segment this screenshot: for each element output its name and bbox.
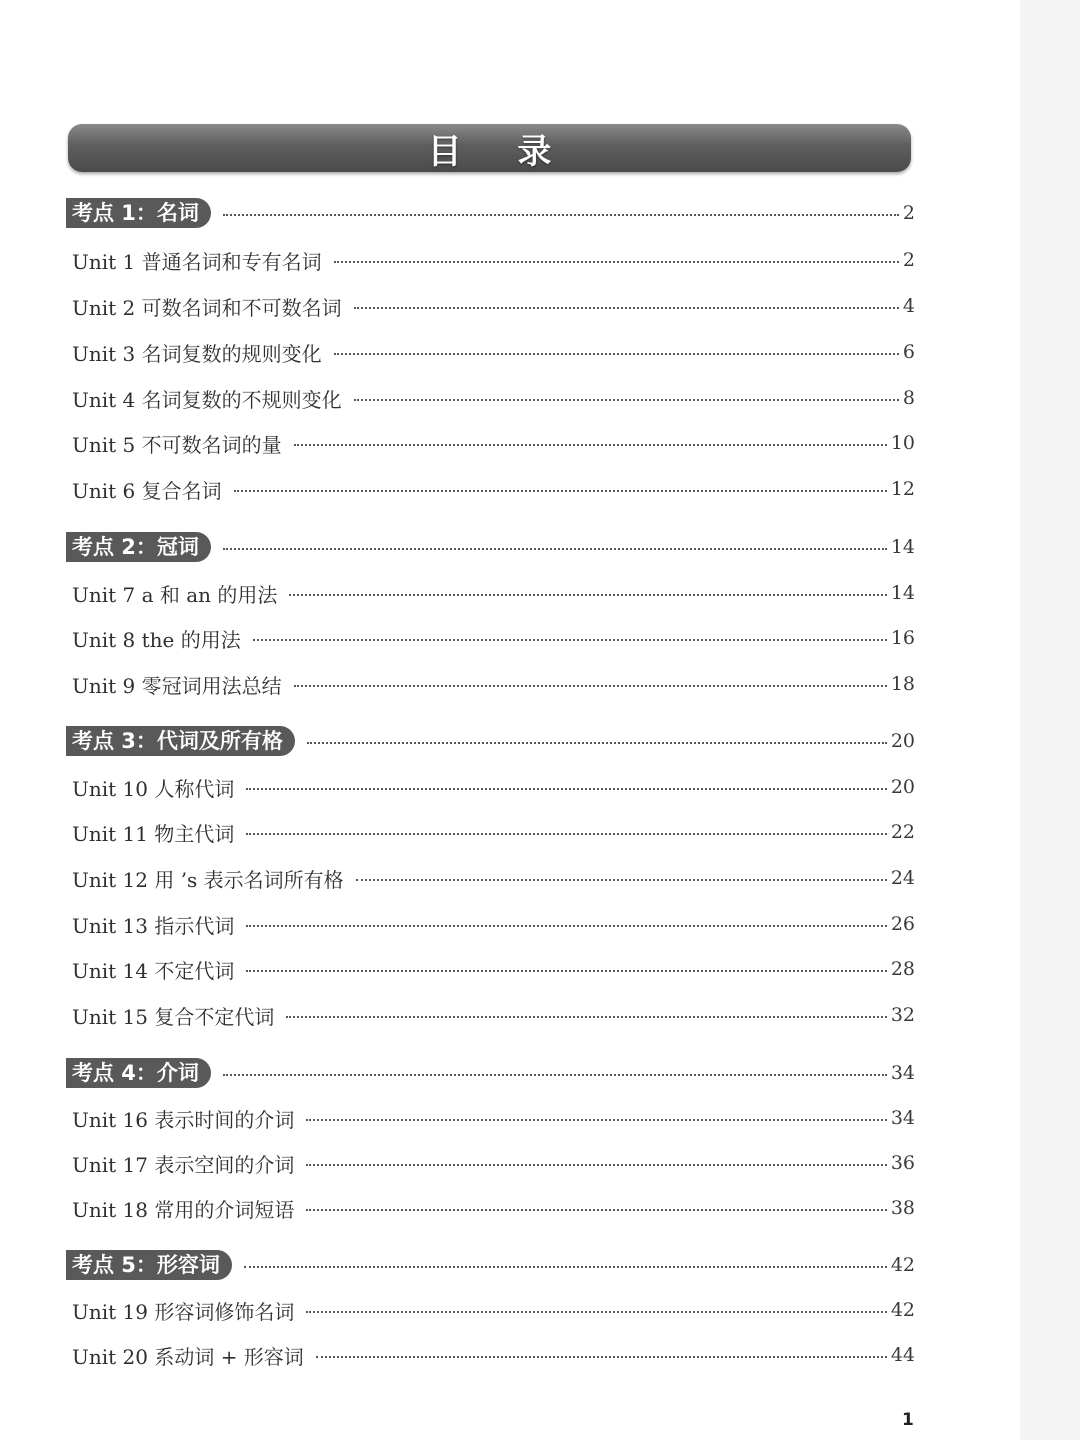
dot-leader (356, 879, 887, 881)
unit-title: Unit 7 a 和 an 的用法 (72, 582, 278, 607)
unit-title: Unit 5 不可数名词的量 (72, 432, 282, 457)
dot-leader (334, 261, 899, 263)
toc-section-row[interactable] (70, 530, 915, 564)
unit-title: Unit 12 用 ’s 表示名词所有格 (72, 867, 344, 892)
dot-leader (289, 594, 886, 596)
unit-page-number: 44 (890, 1344, 915, 1366)
unit-title: Unit 10 人称代词 (72, 776, 235, 801)
toc-unit-row[interactable] (70, 1101, 915, 1135)
unit-title: Unit 3 名词复数的规则变化 (72, 341, 322, 366)
toc-unit-row[interactable] (70, 998, 915, 1032)
unit-page-number: 24 (890, 867, 915, 889)
unit-title: Unit 4 名词复数的不规则变化 (72, 387, 342, 412)
dot-leader (306, 1209, 886, 1211)
section-label: 考点 5：形容词 (66, 1250, 232, 1280)
toc-unit-row[interactable] (70, 815, 915, 849)
unit-title: Unit 1 普通名词和专有名词 (72, 249, 322, 274)
dot-leader (334, 353, 899, 355)
unit-page-number: 4 (902, 295, 915, 317)
dot-leader (246, 970, 886, 972)
unit-title: Unit 14 不定代词 (72, 958, 235, 983)
dot-leader (306, 1119, 886, 1121)
toc-unit-row[interactable] (70, 1293, 915, 1327)
unit-page-number: 2 (902, 249, 915, 271)
unit-page-number: 8 (902, 387, 915, 409)
toc-unit-row[interactable] (70, 1146, 915, 1180)
toc-section-row[interactable] (70, 196, 915, 230)
page-title: 目 录 (427, 131, 574, 172)
toc-section-row[interactable] (70, 1248, 915, 1282)
page-number: 1 (902, 1410, 914, 1430)
toc-unit-row[interactable] (70, 335, 915, 369)
unit-title: Unit 8 the 的用法 (72, 627, 241, 652)
dot-leader (223, 214, 899, 216)
toc-unit-row[interactable] (70, 952, 915, 986)
unit-page-number: 20 (890, 776, 915, 798)
unit-page-number: 16 (890, 627, 915, 649)
unit-page-number: 34 (890, 1107, 915, 1129)
unit-title: Unit 19 形容词修饰名词 (72, 1299, 295, 1324)
toc-unit-row[interactable] (70, 576, 915, 610)
unit-page-number: 10 (890, 432, 915, 454)
dot-leader (246, 788, 886, 790)
toc-unit-row[interactable] (70, 861, 915, 895)
section-page-number: 42 (890, 1254, 915, 1276)
dot-leader (354, 307, 899, 309)
unit-page-number: 14 (890, 582, 915, 604)
unit-title: Unit 2 可数名词和不可数名词 (72, 295, 342, 320)
section-page-number: 20 (890, 730, 915, 752)
section-page-number: 2 (902, 202, 915, 224)
dot-leader (244, 1266, 887, 1268)
unit-page-number: 18 (890, 673, 915, 695)
section-page-number: 34 (890, 1062, 915, 1084)
dot-leader (294, 444, 887, 446)
dot-leader (306, 1164, 886, 1166)
unit-page-number: 32 (890, 1004, 915, 1026)
dot-leader (246, 925, 886, 927)
unit-page-number: 12 (890, 478, 915, 500)
dot-leader (316, 1356, 887, 1358)
unit-title: Unit 6 复合名词 (72, 478, 222, 503)
dot-leader (223, 1074, 887, 1076)
section-page-number: 14 (890, 536, 915, 558)
unit-title: Unit 16 表示时间的介词 (72, 1107, 295, 1132)
dot-leader (223, 548, 887, 550)
toc-unit-row[interactable] (70, 426, 915, 460)
unit-title: Unit 20 系动词 + 形容词 (72, 1344, 304, 1369)
dot-leader (286, 1016, 886, 1018)
toc-unit-row[interactable] (70, 1191, 915, 1225)
toc-unit-row[interactable] (70, 289, 915, 323)
toc-unit-row[interactable] (70, 1338, 915, 1372)
toc-unit-row[interactable] (70, 667, 915, 701)
toc-unit-row[interactable] (70, 621, 915, 655)
toc-unit-row[interactable] (70, 770, 915, 804)
toc-unit-row[interactable] (70, 381, 915, 415)
toc-unit-row[interactable] (70, 472, 915, 506)
dot-leader (307, 742, 887, 744)
section-label: 考点 4：介词 (66, 1058, 211, 1088)
unit-title: Unit 15 复合不定代词 (72, 1004, 275, 1029)
unit-page-number: 28 (890, 958, 915, 980)
unit-title: Unit 13 指示代词 (72, 913, 235, 938)
toc-unit-row[interactable] (70, 243, 915, 277)
dot-leader (253, 639, 887, 641)
dot-leader (294, 685, 887, 687)
section-label: 考点 2：冠词 (66, 532, 211, 562)
dot-leader (354, 399, 899, 401)
unit-page-number: 42 (890, 1299, 915, 1321)
unit-page-number: 6 (902, 341, 915, 363)
unit-title: Unit 17 表示空间的介词 (72, 1152, 295, 1177)
viewer-margin (1020, 0, 1080, 1440)
section-label: 考点 3：代词及所有格 (66, 726, 295, 756)
toc-section-row[interactable] (70, 1056, 915, 1090)
unit-title: Unit 9 零冠词用法总结 (72, 673, 282, 698)
unit-page-number: 36 (890, 1152, 915, 1174)
section-label: 考点 1：名词 (66, 198, 211, 228)
unit-page-number: 22 (890, 821, 915, 843)
dot-leader (234, 490, 887, 492)
unit-page-number: 26 (890, 913, 915, 935)
toc-unit-row[interactable] (70, 907, 915, 941)
toc-section-row[interactable] (70, 724, 915, 758)
dot-leader (306, 1311, 886, 1313)
unit-page-number: 38 (890, 1197, 915, 1219)
dot-leader (246, 833, 886, 835)
unit-title: Unit 18 常用的介词短语 (72, 1197, 295, 1222)
unit-title: Unit 11 物主代词 (72, 821, 235, 846)
